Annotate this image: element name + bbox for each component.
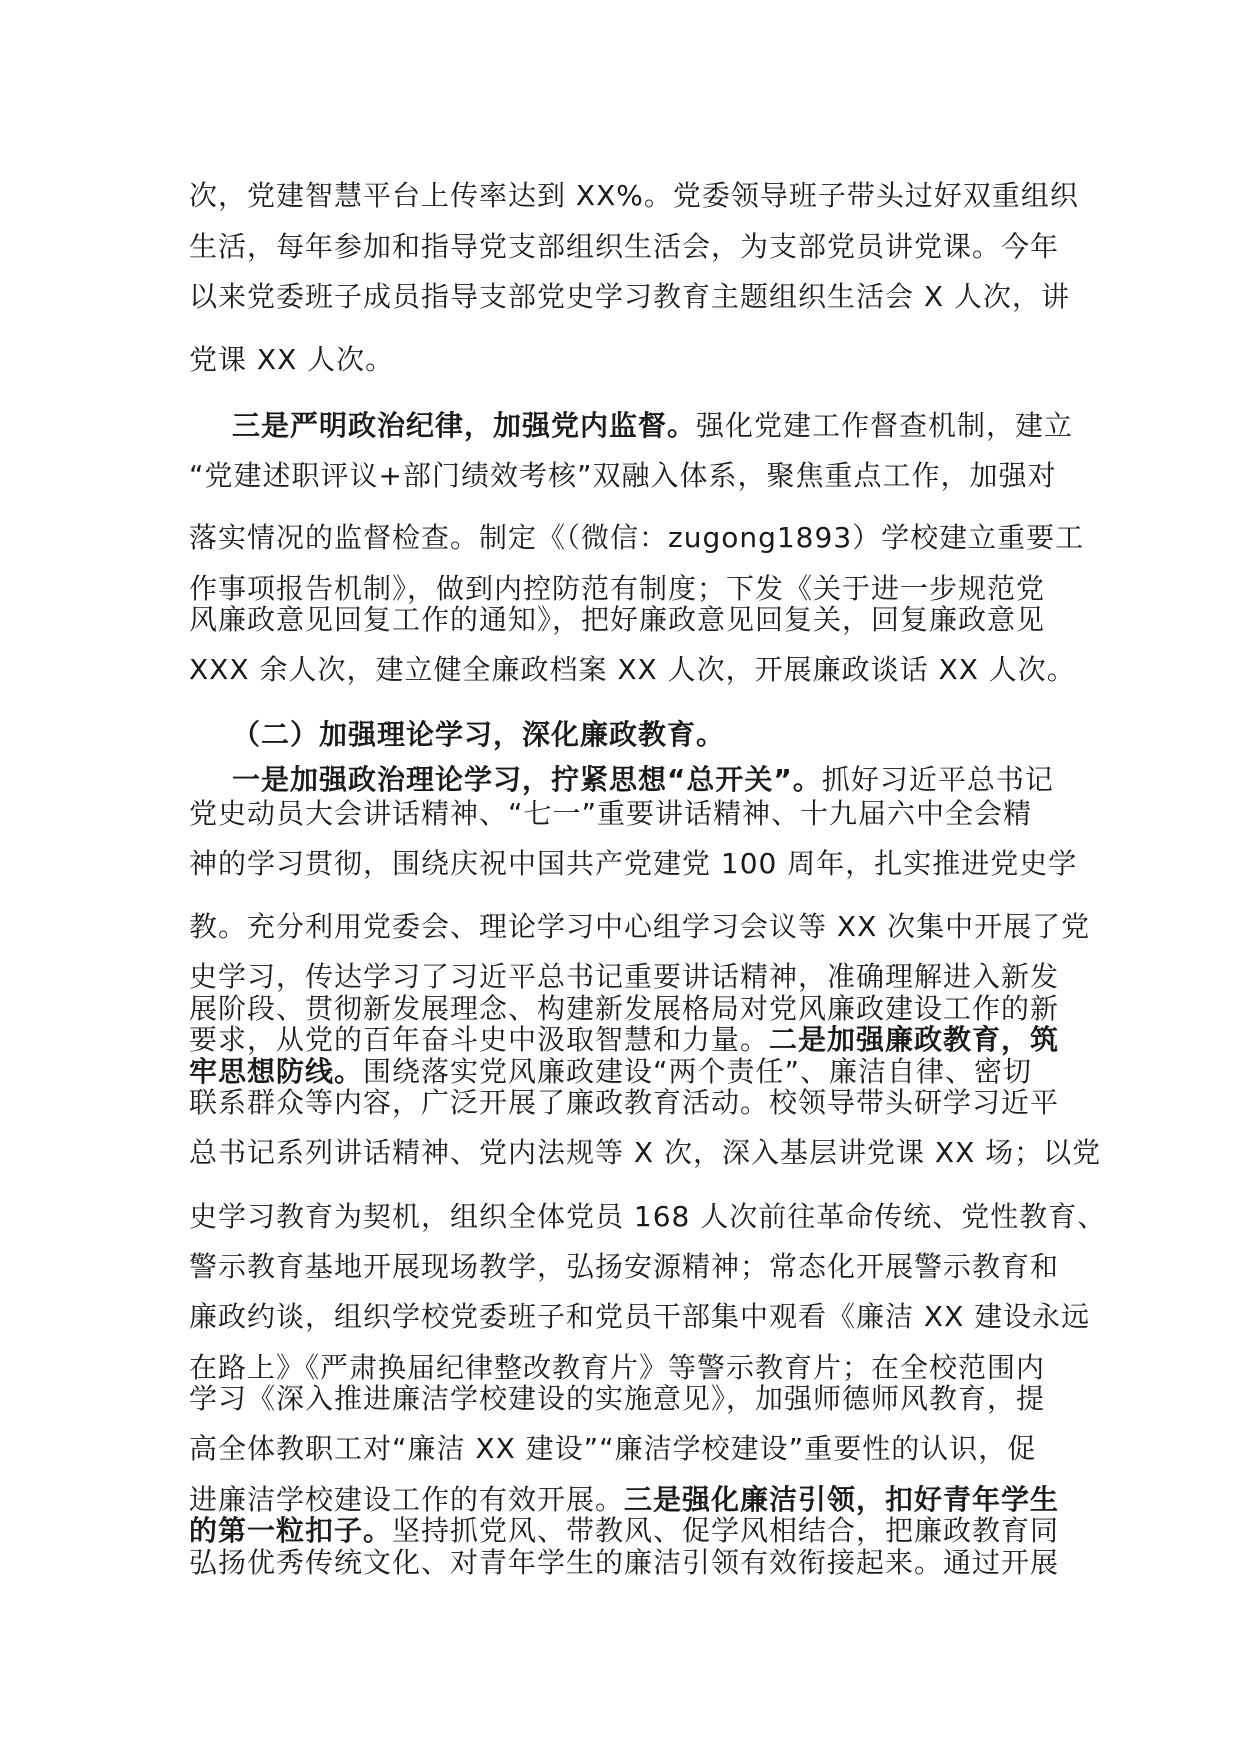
text-segment: 党史动员大会讲话精神、“七一”重要讲话精神、十九届六中全会精 <box>189 797 1033 830</box>
text-segment: 学习《深入推进廉洁学校建设的实施意见》，加强师德师风教育，提 <box>189 1382 1046 1415</box>
text-line <box>189 1351 1089 1385</box>
text-line <box>189 847 1089 881</box>
text-line <box>189 1300 1089 1334</box>
text-segment: XXX 余人次，建立健全廉政档案 XX 人次，开展廉政谈话 XX 人次。 <box>189 653 1076 686</box>
text-segment: 神的学习贯彻，围绕庆祝中国共产党建党 100 周年，扎实推进党史学 <box>189 847 1078 880</box>
text-segment: 强化党建工作督查机制，建立 <box>696 409 1074 442</box>
text-segment: 弘扬优秀传统文化、对青年学生的廉洁引领有效衔接起来。通过开展 <box>189 1546 1060 1579</box>
text-line <box>189 1055 1089 1089</box>
text-segment: 高全体教职工对“廉洁 XX 建设”“廉洁学校建设”重要性的认识，促 <box>189 1432 1037 1465</box>
bold-text-segment: （二）加强理论学习，深化廉政教育。 <box>232 718 726 751</box>
text-segment: 围绕落实党风廉政建设“两个责任”、廉洁自律、密切 <box>363 1055 1033 1088</box>
text-line <box>189 179 1089 213</box>
text-line <box>189 992 1089 1026</box>
text-line <box>189 653 1089 687</box>
text-segment: 以来党委班子成员指导支部党史学习教育主题组织生活会 X 人次，讲 <box>189 280 1070 313</box>
text-segment: 在路上》《严肃换届纪律整改教育片》等警示教育片；在全校范围内 <box>189 1351 1046 1384</box>
text-line <box>189 960 1089 994</box>
text-segment: 史学习，传达学习了习近平总书记重要讲话精神，准确理解进入新发 <box>189 960 1060 993</box>
text-line <box>189 1250 1089 1284</box>
text-segment: “党建述职评议+部门绩效考核”双融入体系，聚焦重点工作，加强对 <box>189 459 1057 492</box>
text-line <box>189 343 1089 377</box>
text-segment: 生活，每年参加和指导党支部组织生活会，为支部党员讲党课。今年 <box>189 230 1060 263</box>
text-segment: 联系群众等内容，广泛开展了廉政教育活动。校领导带头研学习近平 <box>189 1086 1060 1119</box>
text-segment: 要求，从党的百年奋斗史中汲取智慧和力量。 <box>189 1023 770 1056</box>
text-line <box>189 1546 1089 1580</box>
text-segment: 史学习教育为契机，组织全体党员 168 人次前往革命传统、党性教育、 <box>189 1200 1107 1233</box>
text-segment: 展阶段、贯彻新发展理念、构建新发展格局对党风廉政建设工作的新 <box>189 992 1060 1025</box>
text-line <box>189 459 1089 493</box>
subheading-line <box>232 763 1132 797</box>
text-segment: 进廉洁学校建设工作的有效开展。 <box>189 1483 625 1516</box>
text-line <box>189 910 1089 944</box>
bold-text-segment: 的第一粒扣子。 <box>189 1514 393 1547</box>
text-segment: 警示教育基地开展现场教学，弘扬安源精神；常态化开展警示教育和 <box>189 1250 1060 1283</box>
text-line <box>189 1483 1089 1517</box>
bold-text-segment: 二是加强廉政教育，筑 <box>769 1023 1060 1056</box>
text-segment: 坚持抓党风、带教风、促学风相结合，把廉政教育同 <box>392 1514 1060 1547</box>
text-line <box>189 1432 1089 1466</box>
text-segment: 作事项报告机制》，做到内控防范有制度；下发《关于进一步规范党 <box>189 572 1046 605</box>
text-segment: 抓好习近平总书记 <box>821 763 1054 796</box>
bold-text-segment: 一是加强政治理论学习，拧紧思想“总开关”。 <box>232 763 822 796</box>
text-segment: 总书记系列讲话精神、党内法规等 X 次，深入基层讲党课 XX 场；以党 <box>189 1136 1102 1169</box>
bold-text-segment: 三是严明政治纪律，加强党内监督。 <box>232 409 697 442</box>
text-line <box>189 1382 1089 1416</box>
bold-text-segment: 三是强化廉洁引领，扣好青年学生 <box>624 1483 1060 1516</box>
text-segment: 次，党建智慧平台上传率达到 XX%。党委领导班子带头过好双重组织 <box>189 179 1079 212</box>
text-line <box>189 1023 1089 1057</box>
text-line <box>189 1514 1089 1548</box>
text-segment: 廉政约谈，组织学校党委班子和党员干部集中观看《廉洁 XX 建设永远 <box>189 1300 1091 1333</box>
text-segment: 党课 XX 人次。 <box>189 343 395 376</box>
text-line <box>189 572 1089 606</box>
text-segment: 落实情况的监督检查。制定《（微信：zugong1893）学校建立重要工 <box>189 521 1085 554</box>
text-line <box>189 603 1089 637</box>
bold-text-segment: 牢思想防线。 <box>189 1055 364 1088</box>
section-heading <box>232 718 1132 752</box>
text-segment: 风廉政意见回复工作的通知》，把好廉政意见回复关，回复廉政意见 <box>189 603 1046 636</box>
subheading-line <box>232 409 1132 443</box>
text-line <box>189 1200 1107 1234</box>
text-line <box>189 521 1089 555</box>
text-segment: 教。充分利用党委会、理论学习中心组学习会议等 XX 次集中开展了党 <box>189 910 1091 943</box>
text-line <box>189 230 1089 264</box>
text-line <box>189 280 1089 314</box>
text-line <box>189 797 1089 831</box>
text-line <box>189 1136 1102 1170</box>
text-line <box>189 1086 1089 1120</box>
